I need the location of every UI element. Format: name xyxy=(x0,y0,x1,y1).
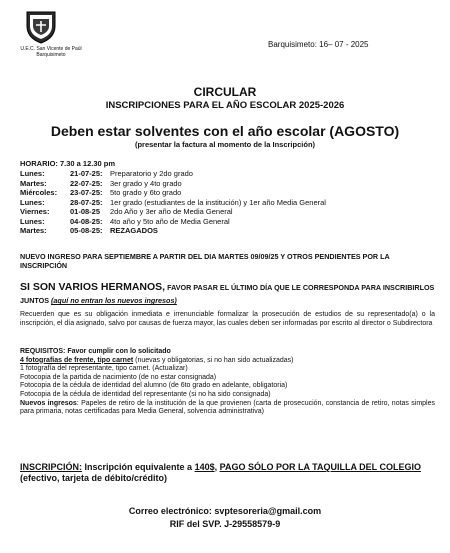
schedule-day: Lunes: xyxy=(20,216,45,226)
schedule-table xyxy=(20,169,326,236)
requirement-item xyxy=(20,357,435,366)
schedule-heading: HORARIO: 7.30 a 12.30 pm xyxy=(20,159,116,168)
schedule-text: 5to grado y 6to grado xyxy=(110,188,182,197)
schedule-day: Martes: xyxy=(20,226,47,235)
schedule-date: 04-08-25: xyxy=(70,216,103,226)
schedule-row xyxy=(20,207,326,217)
schedule-text: 3er grado y 4to grado xyxy=(110,178,182,188)
fee-amount: 140$ xyxy=(194,462,215,472)
new-students-label: Nuevos ingresos xyxy=(20,399,77,407)
school-crest-icon xyxy=(24,8,58,44)
schedule-row xyxy=(20,179,326,189)
schedule-text: 4to año y 5to año de Media General xyxy=(110,216,230,226)
school-city: Barquisimeto xyxy=(36,52,66,58)
siblings-notice xyxy=(20,280,435,306)
requirement-item: Fotocopia de la cédula de identidad del alumno (de 6to grado en adelante, obligatoria) xyxy=(20,382,288,390)
schedule-day: Lunes: xyxy=(20,169,45,178)
requirements-section xyxy=(20,348,435,417)
fee-payment-place: PAGO SÓLO POR LA TAQUILLA DEL COLEGIO xyxy=(219,462,421,472)
invoice-note: (presentar la factura al momento de la Inscripción) xyxy=(134,140,316,149)
siblings-exclusion: (aquí no entran los nuevos ingresos) xyxy=(51,296,177,305)
requirement-photos: 4 fotografías de frente, tipo carnet xyxy=(20,356,134,364)
document-date: Barquisimeto: 16– 07 - 2025 xyxy=(268,40,369,49)
schedule-row xyxy=(20,188,326,198)
school-name-block xyxy=(10,46,92,58)
fee-comma: , xyxy=(214,462,220,472)
schedule-day: Miércoles: xyxy=(20,188,58,197)
schedule-text: 1er grado (estudiantes de la institución) y 1er año Media General xyxy=(110,197,326,207)
fee-lead: INSCRIPCIÓN: xyxy=(20,462,83,472)
schedule-date: 01-08-25 xyxy=(70,207,101,216)
solvency-headline: Deben estar solventes con el año escolar (AGOSTO) xyxy=(50,123,400,139)
requirement-item: 1 fotografía del representante, tipo carnet. (Actualizar) xyxy=(20,365,188,373)
requirements-heading: REQUISITOS: Favor cumplir con lo solicitado xyxy=(20,348,171,355)
schedule-date: 22-07-25: xyxy=(70,178,103,188)
requirement-item: Fotocopia de la partida de nacimiento (de no estar consignada) xyxy=(20,373,217,381)
requirement-photos-note: (nuevas y obligatorias, si no han sido actualizadas) xyxy=(133,356,294,364)
schedule-date: 21-07-25: xyxy=(70,169,103,178)
schedule-date: 23-07-25: xyxy=(70,188,103,197)
circular-subtitle: INSCRIPCIONES PARA EL AÑO ESCOLAR 2025-2026 xyxy=(105,100,345,111)
schedule-text: 2do Año y 3er año de Media General xyxy=(110,207,233,216)
schedule-row xyxy=(20,169,326,179)
schedule-row xyxy=(20,217,326,227)
schedule-day: Martes: xyxy=(20,178,47,188)
circular-title: CIRCULAR xyxy=(193,85,257,99)
schedule-text: Preparatorio y 2do grado xyxy=(110,169,193,178)
schedule-day: Viernes: xyxy=(20,207,50,216)
requirement-item: Fotocopia de la cédula de identidad del representante (si no ha sido consignada) xyxy=(20,390,271,398)
contact-email: Correo electrónico: svptesoreria@gmail.com xyxy=(128,506,322,516)
enrollment-fee-notice xyxy=(20,462,435,484)
siblings-text: FAVOR PASAR EL ÚLTIMO DÍA QUE LE CORRESPONDA PARA INSCRIBIRLOS JUNTOS xyxy=(20,283,435,305)
obligation-paragraph: Recuerden que es su obligación inmediata e irrenunciable formalizar la prosecución de estudios de su representado(a) o la inscripción, el día asignado, salvo por causas de fuerza mayor, las cuales deben ser informadas por escrito al director o Subdirectora xyxy=(20,311,435,327)
schedule-date: 05-08-25: xyxy=(70,226,103,235)
contact-rif: RIF del SVP. J-29558579-9 xyxy=(169,519,281,529)
new-enrollment-notice: NUEVO INGRESO PARA SEPTIEMBRE A PARTIR DEL DIA MARTES 09/09/25 Y OTROS PENDIENTES POR LA INSCRIPCIÓN xyxy=(20,252,390,270)
fee-text: Inscripción equivalente a xyxy=(82,462,195,472)
schedule-day: Lunes: xyxy=(20,197,45,207)
requirement-new-students xyxy=(20,400,435,417)
schedule-row xyxy=(20,226,326,236)
fee-payment-methods: (efectivo, tarjeta de débito/crédito) xyxy=(20,473,168,483)
schedule-row xyxy=(20,198,326,208)
schedule-text: REZAGADOS xyxy=(110,226,158,235)
school-name: U.E.C. San Vicente de Paúl xyxy=(20,46,82,52)
schedule-date: 28-07-25: xyxy=(70,197,103,207)
new-students-text: : Papeles de retiro de la institución de la que provienen (carta de prosecución, constancia de retiro, notas simples para primaria, notas certificadas para Media General, solvencia administrativa) xyxy=(20,399,435,416)
siblings-lead: SI SON VARIOS HERMANOS, xyxy=(20,281,166,293)
